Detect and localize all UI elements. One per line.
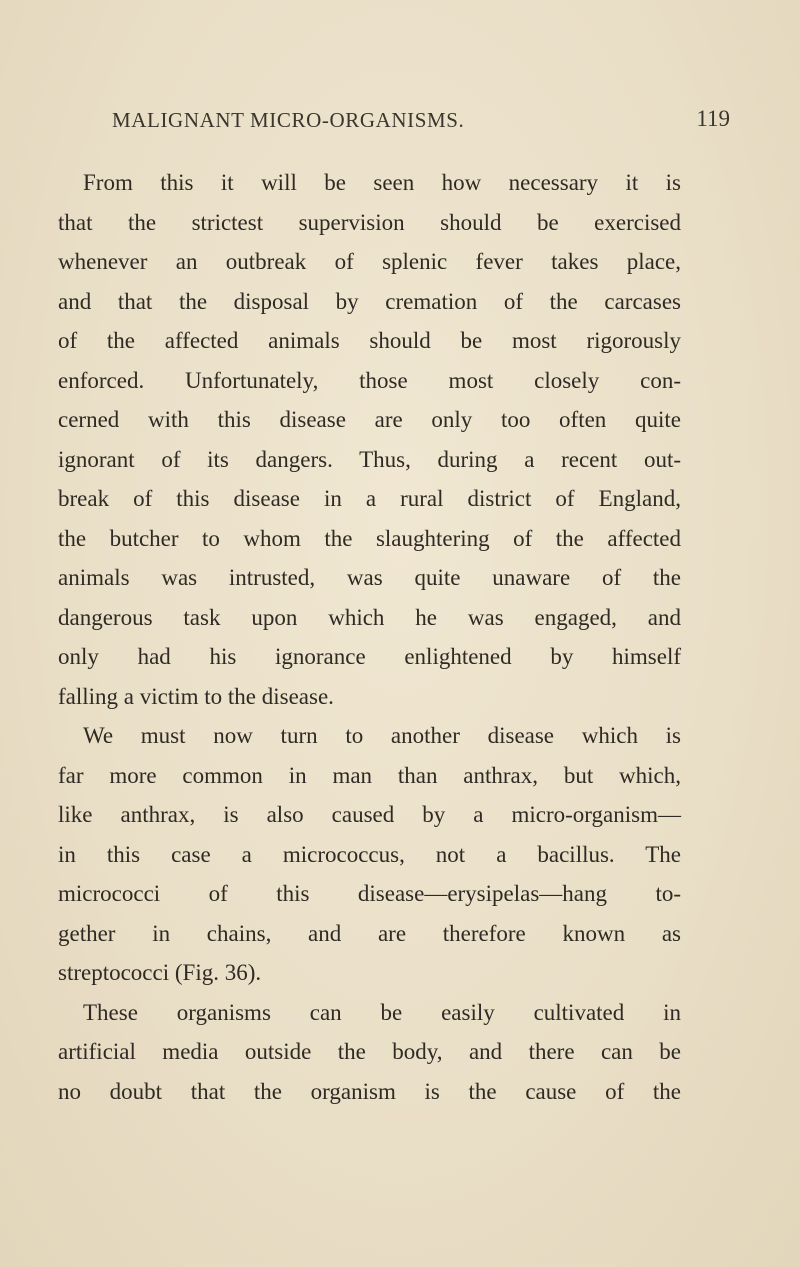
- text-line: whenever an outbreak of splenic fever takes place,: [58, 249, 681, 274]
- running-head: [112, 108, 730, 138]
- text-line: and that the disposal by cremation of the carcases: [58, 288, 681, 314]
- text-line: enforced. Unfortunately, those most closely con-: [58, 367, 681, 393]
- text-line: in this case a micrococcus, not a bacillus. The: [58, 841, 681, 867]
- body-text: [58, 163, 681, 1111]
- text-line: ignorant of its dangers. Thus, during a recent out-: [58, 446, 681, 472]
- text-line: falling a victim to the disease.: [58, 683, 334, 709]
- text-line: gether in chains, and are therefore known as: [58, 920, 681, 946]
- text-line: From this it will be seen how necessary it is: [83, 170, 681, 195]
- text-line: These organisms can be easily cultivated in: [83, 999, 681, 1025]
- text-line: no doubt that the organism is the cause of the: [58, 1078, 681, 1104]
- text-line: We must now turn to another disease which is: [83, 723, 681, 748]
- text-line: of the affected animals should be most rigorously: [58, 328, 681, 353]
- text-line: cerned with this disease are only too often quite: [58, 407, 681, 432]
- text-line: that the strictest supervision should be exercised: [58, 209, 681, 235]
- text-line: only had his ignorance enlightened by himself: [58, 644, 681, 669]
- text-line: break of this disease in a rural district of England,: [58, 486, 681, 511]
- text-line: artificial media outside the body, and there can be: [58, 1039, 681, 1064]
- text-line: micrococci of this disease—erysipelas—hang to-: [58, 881, 681, 906]
- text-line: animals was intrusted, was quite unaware of the: [58, 565, 681, 590]
- text-line: far more common in man than anthrax, but which,: [58, 762, 681, 788]
- running-title: MALIGNANT MICRO-ORGANISMS.: [112, 108, 465, 132]
- text-line: like anthrax, is also caused by a micro-organism—: [58, 802, 681, 827]
- text-line: the butcher to whom the slaughtering of the affected: [58, 525, 681, 551]
- page-number: 119: [696, 106, 730, 131]
- text-line: dangerous task upon which he was engaged, and: [58, 604, 681, 630]
- text-line: streptococci (Fig. 36).: [58, 960, 262, 985]
